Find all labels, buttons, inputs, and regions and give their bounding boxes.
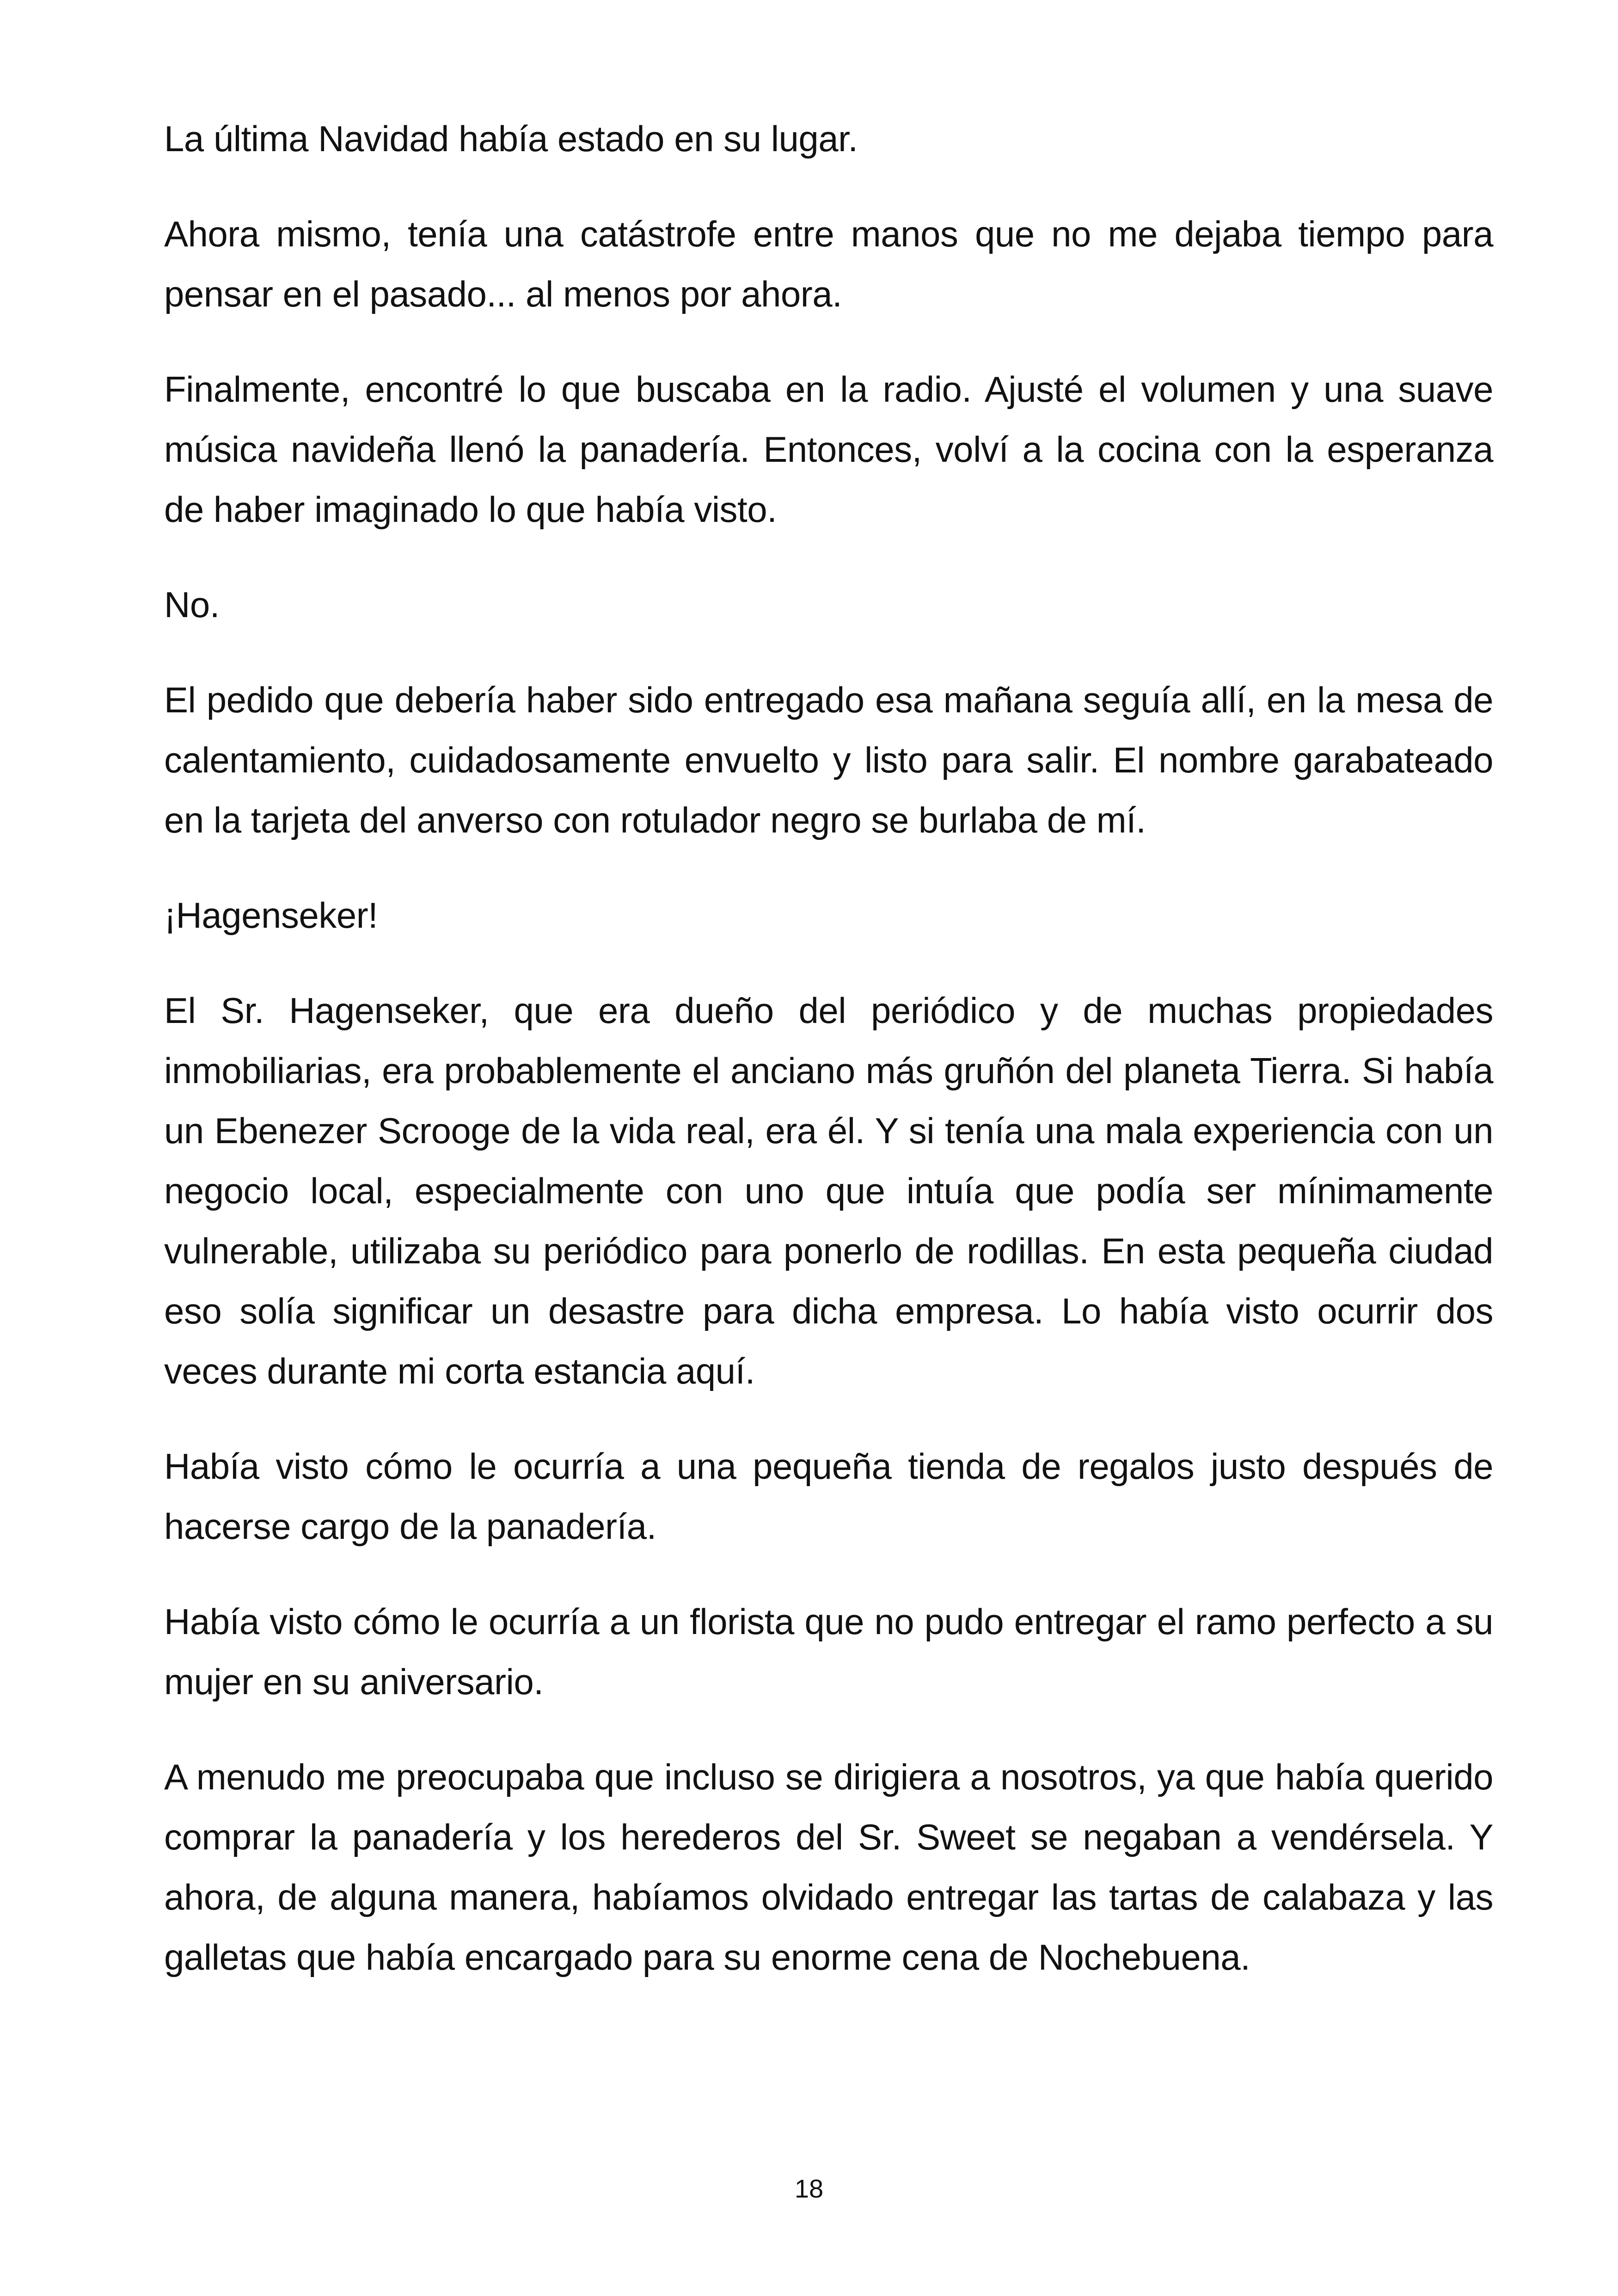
page-number: 18 [794,2174,824,2203]
paragraph: Había visto cómo le ocurría a un florista que no pudo entregar el ramo perfecto a su mujer en su aniversario. [164,1601,1493,1702]
paragraph: La última Navidad había estado en su lugar. [164,118,858,159]
paragraph: El pedido que debería haber sido entregado esa mañana seguía allí, en la mesa de calentamiento, cuidadosamente envuelto y listo para salir. El nombre garabateado en la tarjeta del anverso con rotulador negro se burlaba de mí. [164,680,1493,840]
paragraph: El Sr. Hagenseker, que era dueño del periódico y de muchas propiedades inmobiliarias, era probablemente el anciano más gruñón del planeta Tierra. Si había un Ebenezer Scrooge de la vida real, era él. Y si tenía una mala experiencia con un negocio local, especialmente con uno que intuía que podía ser mínimamente vulnerable, utilizaba su periódico para ponerlo de rodillas. En esta pequeña ciudad eso solía significar un desastre para dicha empresa. Lo había visto ocurrir dos veces durante mi corta estancia aquí. [164,990,1493,1391]
paragraph: No. [164,584,220,625]
paragraph: Ahora mismo, tenía una catástrofe entre manos que no me dejaba tiempo para pensar en el pasado... al menos por ahora. [164,214,1493,314]
paragraph: ¡Hagenseker! [164,895,378,936]
paragraph: Había visto cómo le ocurría a una pequeña tienda de regalos justo después de hacerse cargo de la panadería. [164,1446,1493,1547]
paragraph: A menudo me preocupaba que incluso se dirigiera a nosotros, ya que había querido comprar la panadería y los herederos del Sr. Sweet se negaban a vendérsela. Y ahora, de alguna manera, habíamos olvidado entregar las tartas de calabaza y las galletas que había encargado para su enorme cena de Nochebuena. [164,1757,1493,1978]
paragraph: Finalmente, encontré lo que buscaba en la radio. Ajusté el volumen y una suave música navideña llenó la panadería. Entonces, volví a la cocina con la esperanza de haber imaginado lo que había visto. [164,369,1493,530]
body-text [164,109,1493,2022]
